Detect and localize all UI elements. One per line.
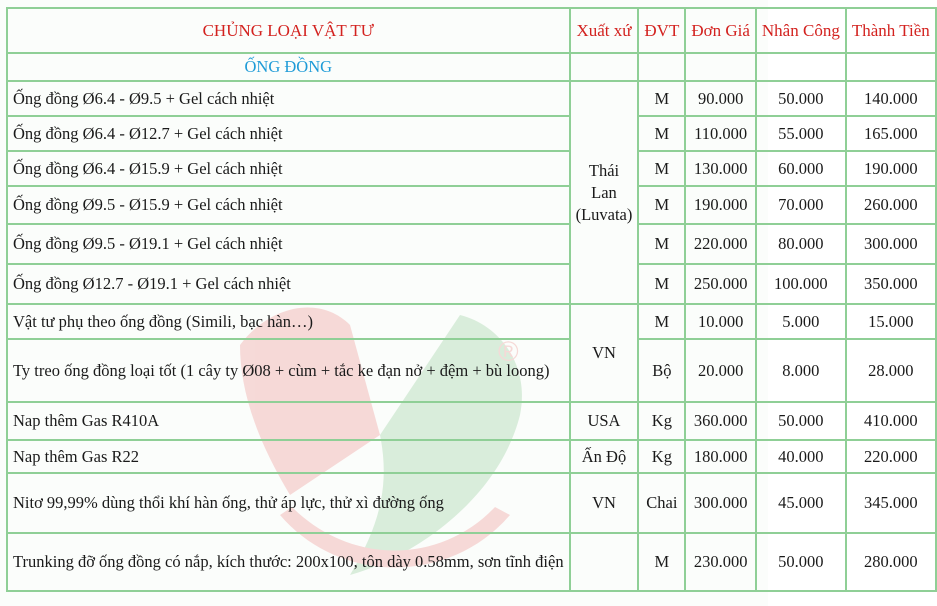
total-cell: 260.000 [846,186,936,224]
price-cell: 90.000 [685,81,756,116]
unit-cell: Bộ [638,339,685,402]
unit-cell: M [638,116,685,151]
price-cell: 230.000 [685,533,756,591]
price-cell: 190.000 [685,186,756,224]
unit-cell: Kg [638,440,685,473]
labor-cell: 50.000 [756,81,846,116]
labor-cell: 80.000 [756,224,846,264]
labor-cell: 70.000 [756,186,846,224]
unit-cell: Kg [638,402,685,440]
labor-cell: 60.000 [756,151,846,186]
item-cell: Ống đồng Ø9.5 - Ø19.1 + Gel cách nhiệt [7,224,570,264]
item-cell: Nitơ 99,99% dùng thổi khí hàn ống, thử áp lực, thử xì đường ống [7,473,570,533]
table-row [7,339,936,402]
total-cell: 345.000 [846,473,936,533]
price-cell: 250.000 [685,264,756,304]
price-cell: 300.000 [685,473,756,533]
labor-cell: 8.000 [756,339,846,402]
section-title: ỐNG ĐỒNG [7,53,570,81]
item-cell: Ống đồng Ø6.4 - Ø12.7 + Gel cách nhiệt [7,116,570,151]
origin-cell-vn: VN [570,304,639,402]
header-labor: Nhân Công [756,8,846,53]
origin-cell: VN [570,473,639,533]
labor-cell: 100.000 [756,264,846,304]
table-row [7,264,936,304]
empty-cell [685,53,756,81]
header-total: Thành Tiền [846,8,936,53]
unit-cell: M [638,186,685,224]
item-cell: Ty treo ống đồng loại tốt (1 cây ty Ø08 + cùm + tắc ke đạn nở + đệm + bù loong) [7,339,570,402]
header-unit: ĐVT [638,8,685,53]
origin-cell: Ấn Độ [570,440,639,473]
item-cell: Ống đồng Ø6.4 - Ø9.5 + Gel cách nhiệt [7,81,570,116]
table-row [7,116,936,151]
labor-cell: 45.000 [756,473,846,533]
table-row [7,473,936,533]
total-cell: 140.000 [846,81,936,116]
origin-line: Thái [588,160,620,180]
origin-cell-thai [570,81,639,304]
section-row [7,53,936,81]
empty-cell [756,53,846,81]
price-cell: 10.000 [685,304,756,339]
total-cell: 190.000 [846,151,936,186]
unit-cell: Chai [638,473,685,533]
watermark-registered-mark: ® [498,336,519,367]
total-cell: 28.000 [846,339,936,402]
header-item: CHỦNG LOẠI VẬT TƯ [7,8,570,53]
table-row [7,81,936,116]
unit-cell: M [638,264,685,304]
table-row [7,224,936,264]
item-cell: Ống đồng Ø9.5 - Ø15.9 + Gel cách nhiệt [7,186,570,224]
table-row [7,151,936,186]
item-cell: Ống đồng Ø12.7 - Ø19.1 + Gel cách nhiệt [7,264,570,304]
total-cell: 300.000 [846,224,936,264]
origin-cell: USA [570,402,639,440]
origin-line: Lan [591,182,617,202]
total-cell: 15.000 [846,304,936,339]
table-row [7,533,936,591]
item-cell: Ống đồng Ø6.4 - Ø15.9 + Gel cách nhiệt [7,151,570,186]
unit-cell: M [638,151,685,186]
table-row [7,440,936,473]
unit-cell: M [638,81,685,116]
table-row [7,304,936,339]
price-table [6,7,937,592]
empty-cell [846,53,936,81]
table-row [7,186,936,224]
price-cell: 130.000 [685,151,756,186]
labor-cell: 50.000 [756,402,846,440]
price-cell: 220.000 [685,224,756,264]
total-cell: 220.000 [846,440,936,473]
price-cell: 20.000 [685,339,756,402]
empty-cell [638,53,685,81]
total-cell: 165.000 [846,116,936,151]
origin-line: (Luvata) [575,204,633,224]
price-cell: 110.000 [685,116,756,151]
empty-cell [570,53,639,81]
total-cell: 280.000 [846,533,936,591]
header-origin: Xuất xứ [570,8,639,53]
origin-cell [570,533,639,591]
unit-cell: M [638,304,685,339]
table-row [7,402,936,440]
item-cell: Vật tư phụ theo ống đồng (Simili, bạc hàn…) [7,304,570,339]
labor-cell: 40.000 [756,440,846,473]
price-cell: 360.000 [685,402,756,440]
unit-cell: M [638,224,685,264]
total-cell: 410.000 [846,402,936,440]
labor-cell: 50.000 [756,533,846,591]
labor-cell: 55.000 [756,116,846,151]
header-row [7,8,936,53]
item-cell: Nap thêm Gas R22 [7,440,570,473]
price-cell: 180.000 [685,440,756,473]
item-cell: Trunking đỡ ống đồng có nắp, kích thước: 200x100, tôn dày 0.58mm, sơn tĩnh điện [7,533,570,591]
header-price: Đơn Giá [685,8,756,53]
item-cell: Nap thêm Gas R410A [7,402,570,440]
unit-cell: M [638,533,685,591]
total-cell: 350.000 [846,264,936,304]
labor-cell: 5.000 [756,304,846,339]
